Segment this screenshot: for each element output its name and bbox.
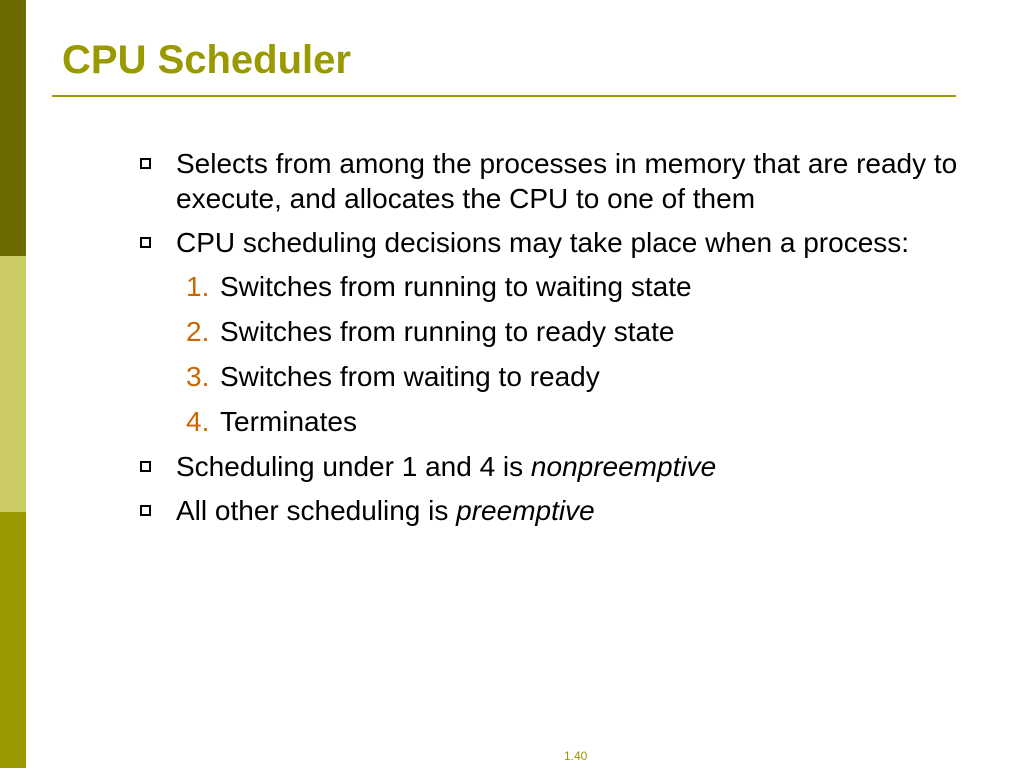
hollow-square-bullet-icon	[140, 158, 151, 169]
side-bar-segment-medium	[0, 512, 26, 768]
bullet-text: Selects from among the processes in memory that are ready to execute, and allocates the CPU to one of them	[176, 148, 958, 214]
item-number: 2.	[186, 316, 210, 347]
numbered-item	[136, 404, 966, 439]
numbered-list	[136, 269, 966, 439]
bullet-item	[136, 225, 966, 260]
bullet-text: All other scheduling is	[176, 495, 457, 526]
bullet-item	[136, 449, 966, 484]
bullet-item	[136, 493, 966, 528]
numbered-item	[136, 359, 966, 394]
item-text: Switches from running to ready state	[220, 316, 675, 347]
bullet-emphasis: preemptive	[456, 495, 595, 526]
item-number: 4.	[186, 406, 210, 437]
side-bar-segment-light	[0, 256, 26, 512]
hollow-square-bullet-icon	[140, 461, 151, 472]
hollow-square-bullet-icon	[140, 505, 151, 516]
item-text: Terminates	[220, 406, 357, 437]
title-underline	[52, 95, 956, 97]
slide-title: CPU Scheduler	[62, 38, 351, 82]
item-text: Switches from running to waiting state	[220, 271, 692, 302]
side-bar-segment-dark	[0, 0, 26, 256]
page-number: 1.40	[564, 749, 588, 763]
bullet-text: CPU scheduling decisions may take place when a process:	[176, 227, 910, 258]
bullet-text: Scheduling under 1 and 4 is	[176, 451, 531, 482]
item-number: 3.	[186, 361, 210, 392]
decorative-side-bar	[0, 0, 26, 768]
slide-body	[136, 146, 966, 537]
numbered-item	[136, 314, 966, 349]
item-number: 1.	[186, 271, 210, 302]
bullet-emphasis: nonpreemptive	[530, 451, 717, 482]
bullet-item	[136, 146, 966, 216]
numbered-item	[136, 269, 966, 304]
hollow-square-bullet-icon	[140, 237, 151, 248]
item-text: Switches from waiting to ready	[220, 361, 600, 392]
